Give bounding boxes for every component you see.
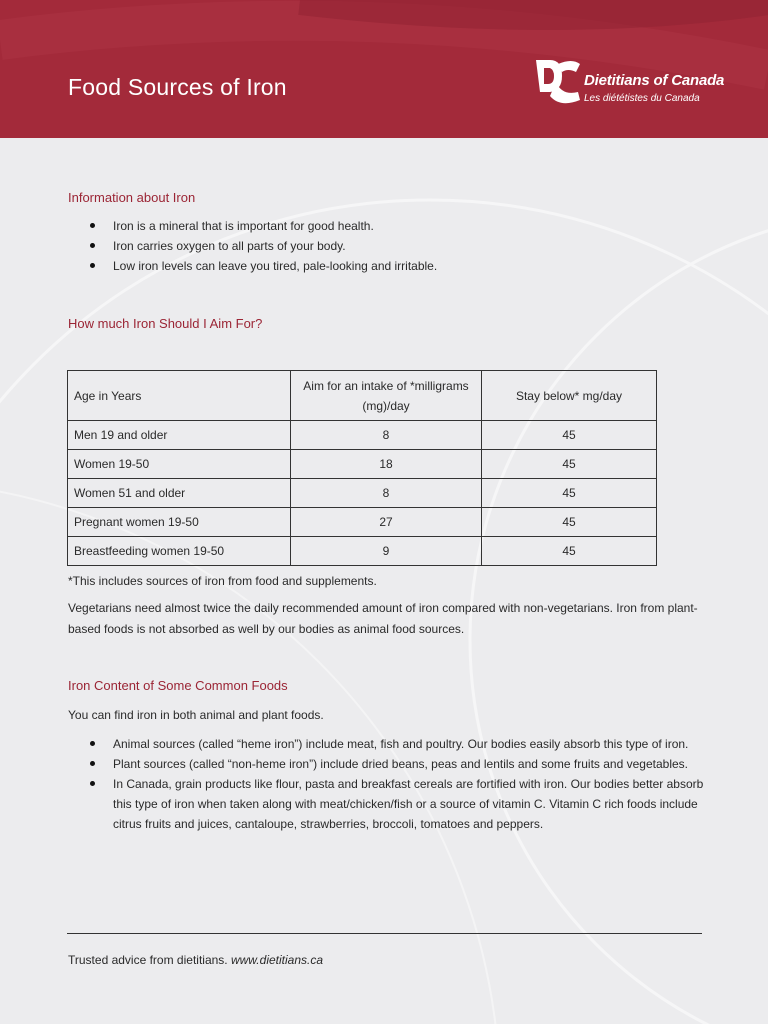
list-item: Animal sources (called “heme iron”) include meat, fish and poultry. Our bodies easily absorb this type of iron.	[68, 734, 708, 754]
table-cell: 8	[291, 479, 482, 508]
table-cell: 9	[291, 537, 482, 566]
iron-source-bullet-list	[68, 734, 708, 834]
table-cell: 27	[291, 508, 482, 537]
table-cell: 45	[482, 450, 657, 479]
heading-how-much-iron: How much Iron Should I Aim For?	[68, 316, 263, 331]
heading-iron-content: Iron Content of Some Common Foods	[68, 678, 288, 693]
iron-content-intro: You can find iron in both animal and plant foods.	[68, 708, 324, 722]
list-item: In Canada, grain products like flour, pasta and breakfast cereals are fortified with iron. Our bodies better absorb this type of iron when taken along with meat/chicken/fish or a source of vitamin C. Vitamin C rich foods include citrus fruits and juices, cantaloupe, strawberries, broccoli, tomatoes and peppers.	[68, 774, 708, 834]
table-header-cell: Age in Years	[68, 371, 291, 421]
footer-text: Trusted advice from dietitians.	[68, 953, 228, 967]
table-row	[68, 537, 657, 566]
logo-subtitle: Les diététistes du Canada	[584, 93, 700, 104]
list-item: Iron carries oxygen to all parts of your body.	[68, 236, 708, 256]
table-cell: Pregnant women 19-50	[68, 508, 291, 537]
table-row	[68, 479, 657, 508]
footer-divider	[67, 933, 702, 934]
heading-information-about-iron: Information about Iron	[68, 190, 196, 205]
table-row	[68, 421, 657, 450]
list-item: Low iron levels can leave you tired, pale-looking and irritable.	[68, 256, 708, 276]
info-bullet-list	[68, 216, 708, 276]
table-cell: 8	[291, 421, 482, 450]
table-cell: 18	[291, 450, 482, 479]
page-title: Food Sources of Iron	[68, 74, 287, 100]
footer-link[interactable]: www.dietitians.ca	[230, 953, 324, 967]
table-cell: 45	[482, 421, 657, 450]
footer	[68, 953, 323, 967]
vegetarian-note: Vegetarians need almost twice the daily recommended amount of iron compared with non-vegetarians. Iron from plant-based foods is not absorbed as well by our bodies as animal food sources.	[68, 601, 698, 636]
table-row	[68, 450, 657, 479]
iron-intake-table	[67, 370, 657, 566]
table-cell: Breastfeeding women 19-50	[68, 537, 291, 566]
list-item: Plant sources (called “non-heme iron”) include dried beans, peas and lentils and some fruits and vegetables.	[68, 754, 708, 774]
table-header-row	[68, 371, 657, 421]
logo-name: Dietitians of Canada	[584, 72, 725, 89]
table-row	[68, 508, 657, 537]
table-cell: Women 19-50	[68, 450, 291, 479]
table-header-cell: Aim for an intake of *milligrams (mg)/day	[291, 371, 482, 421]
table-cell: Men 19 and older	[68, 421, 291, 450]
table-header-cell: Stay below* mg/day	[482, 371, 657, 421]
table-cell: 45	[482, 537, 657, 566]
table-cell: 45	[482, 508, 657, 537]
table-footnote: *This includes sources of iron from food and supplements.	[68, 574, 377, 588]
table-cell: Women 51 and older	[68, 479, 291, 508]
table-cell: 45	[482, 479, 657, 508]
list-item: Iron is a mineral that is important for good health.	[68, 216, 708, 236]
